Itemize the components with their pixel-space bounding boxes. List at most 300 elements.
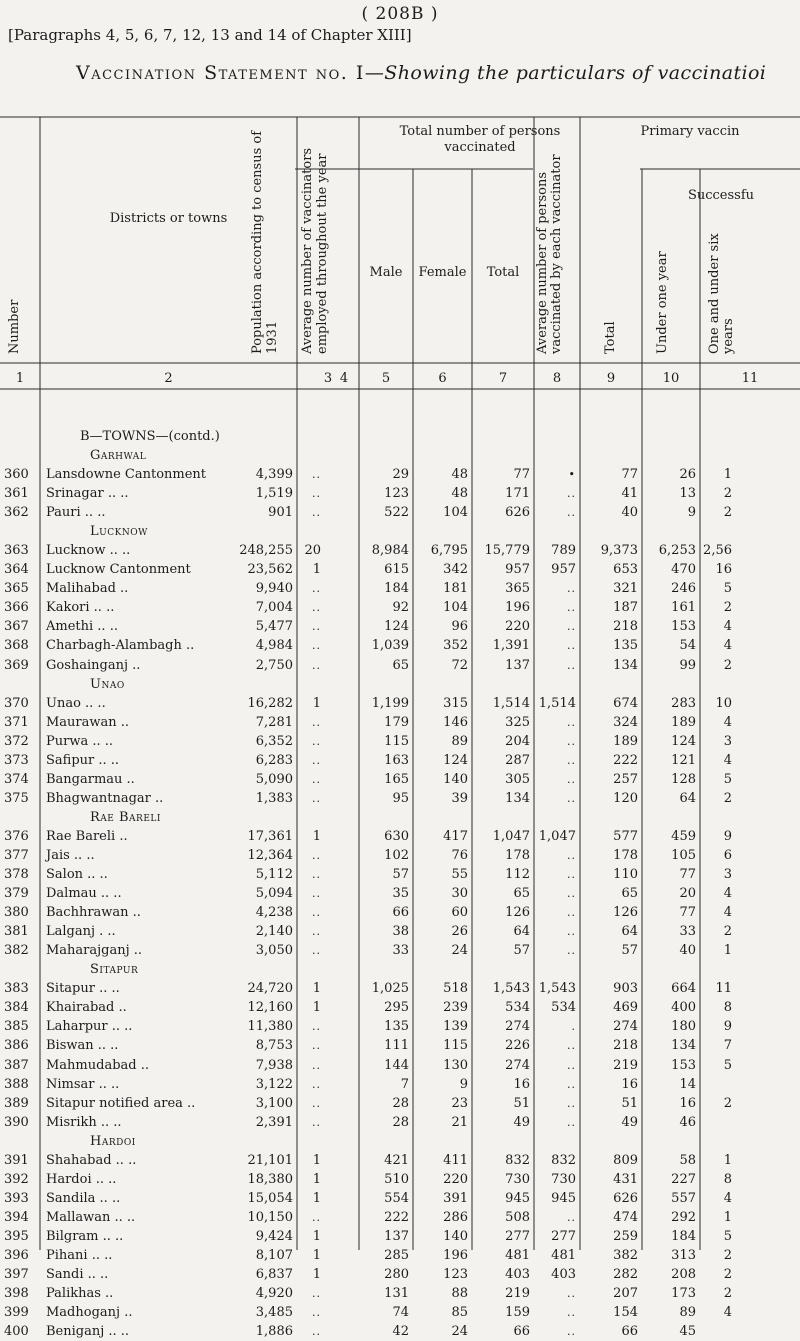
table-row (0, 465, 736, 484)
population-cell: 5,477 (255, 619, 293, 635)
row-number: 367 (4, 619, 29, 635)
avg-cell: 403 (551, 1267, 576, 1283)
under-one-cell: 184 (671, 1228, 696, 1244)
one-under-six-cell: 4 (723, 905, 732, 921)
empty-cell (0, 808, 40, 827)
header-one-under-six: One and under six years (707, 233, 736, 354)
district-name: Lucknow Cantonment (46, 562, 191, 578)
population-cell: 6,352 (255, 733, 293, 749)
table-row (0, 979, 736, 998)
empty-cell (325, 598, 359, 617)
total-cell: 57 (513, 943, 530, 959)
table-row (0, 865, 736, 884)
row-number: 398 (4, 1286, 29, 1302)
table-row (0, 1208, 736, 1227)
under-one-cell: 33 (679, 924, 696, 940)
empty-cell (325, 1189, 359, 1208)
total-cell: 403 (505, 1267, 530, 1283)
empty-cell (325, 1113, 359, 1132)
header-primary-total: Total (603, 321, 618, 354)
avg-cell: .. (567, 1077, 576, 1091)
primary-total-cell: 134 (613, 657, 638, 673)
male-cell: 295 (384, 1000, 409, 1016)
column-number: 9 (606, 371, 616, 386)
empty-cell (325, 827, 359, 846)
under-one-cell: 121 (671, 752, 696, 768)
row-number: 399 (4, 1305, 29, 1321)
vaccinators-cell: .. (312, 849, 321, 862)
under-one-cell: 180 (671, 1019, 696, 1035)
table-row (0, 1151, 736, 1170)
table-row (0, 846, 736, 865)
vaccinators-cell: 1 (312, 562, 321, 578)
subsection-label: Rae Bareli (90, 809, 161, 825)
under-one-cell: 124 (671, 733, 696, 749)
primary-total-cell: 77 (621, 467, 638, 483)
district-name: Amethi .. .. (46, 619, 118, 635)
under-one-cell: 77 (679, 905, 696, 921)
primary-total-cell: 474 (613, 1209, 638, 1225)
paragraph-reference: [Paragraphs 4, 5, 6, 7, 12, 13 and 14 of Chapter XIII] (8, 26, 412, 44)
female-cell: 146 (443, 714, 468, 730)
under-one-cell: 208 (671, 1267, 696, 1283)
primary-total-cell: 110 (613, 867, 638, 883)
total-cell: 112 (505, 867, 530, 883)
district-name: Unao .. .. (46, 695, 106, 711)
table-row (0, 1227, 736, 1246)
vaccinators-cell: 1 (312, 1247, 321, 1263)
primary-total-cell: 189 (613, 733, 638, 749)
avg-cell: .. (567, 791, 576, 805)
header-total: Total (486, 265, 520, 280)
vaccinators-cell: .. (312, 1058, 321, 1072)
primary-total-cell: 40 (621, 505, 638, 521)
male-cell: 280 (384, 1267, 409, 1283)
under-one-cell: 292 (671, 1209, 696, 1225)
header-avg-per-vaccinator: Average number of persons vaccinated by each vaccinator (535, 154, 564, 354)
subsection-heading (0, 1132, 736, 1151)
one-under-six-cell: 2 (723, 924, 732, 940)
district-name: Bilgram .. .. (46, 1228, 124, 1244)
primary-total-cell: 120 (613, 790, 638, 806)
population-cell: 21,101 (247, 1152, 293, 1168)
subsection-heading (0, 446, 736, 465)
total-cell: 1,391 (492, 638, 530, 654)
avg-cell: .. (567, 1096, 576, 1110)
vaccinators-cell: .. (312, 753, 321, 767)
under-one-cell: 54 (679, 638, 696, 654)
empty-cell (325, 1056, 359, 1075)
under-one-cell: 89 (679, 1305, 696, 1321)
empty-cell (325, 1227, 359, 1246)
table-spacer-row (0, 390, 736, 408)
population-cell: 2,140 (255, 924, 293, 940)
vaccinators-cell: .. (312, 925, 321, 939)
population-cell: 7,281 (255, 714, 293, 730)
female-cell: 88 (451, 1286, 468, 1302)
one-under-six-cell: 4 (723, 1305, 732, 1321)
total-cell: 204 (505, 733, 530, 749)
male-cell: 29 (392, 467, 409, 483)
empty-cell (325, 1303, 359, 1322)
female-cell: 196 (443, 1247, 468, 1263)
row-number: 380 (4, 905, 29, 921)
under-one-cell: 134 (671, 1038, 696, 1054)
avg-cell: 534 (551, 1000, 576, 1016)
row-number: 379 (4, 886, 29, 902)
one-under-six-cell: 9 (723, 828, 732, 844)
empty-cell (325, 884, 359, 903)
total-cell: 534 (505, 1000, 530, 1016)
population-cell: 11,380 (247, 1019, 293, 1035)
row-number: 393 (4, 1190, 29, 1206)
population-cell: 4,920 (255, 1286, 293, 1302)
vaccinators-cell: 1 (312, 1000, 321, 1016)
primary-total-cell: 178 (613, 848, 638, 863)
male-cell: 522 (384, 505, 409, 521)
row-number: 394 (4, 1209, 29, 1225)
male-cell: 92 (392, 600, 409, 616)
population-cell: 9,940 (255, 581, 293, 597)
one-under-six-cell: 1 (723, 943, 732, 959)
title-subtitle: Showing the particulars of vaccinatioi (384, 62, 767, 84)
female-cell: 30 (451, 886, 468, 902)
one-under-six-cell: 4 (723, 886, 732, 902)
row-number: 372 (4, 733, 29, 749)
under-one-cell: 20 (679, 886, 696, 902)
row-number: 376 (4, 828, 29, 844)
row-number: 383 (4, 981, 29, 997)
vaccinators-cell: .. (312, 887, 321, 901)
district-name: Lucknow .. .. (46, 543, 131, 559)
primary-total-cell: 187 (613, 600, 638, 616)
total-cell: 1,514 (492, 695, 530, 711)
empty-cell (0, 1132, 40, 1151)
total-cell: 66 (513, 1324, 530, 1340)
total-cell: 64 (513, 924, 530, 940)
male-cell: 1,039 (371, 638, 409, 654)
population-cell: 23,562 (247, 562, 293, 578)
vaccinators-cell: 20 (304, 543, 321, 559)
population-cell: 2,391 (255, 1114, 293, 1130)
page-reference: ( 208B ) (361, 4, 439, 24)
one-under-six-cell: 2 (723, 790, 732, 806)
vaccinators-cell: 1 (312, 1171, 321, 1187)
avg-cell: 789 (551, 543, 576, 559)
male-cell: 163 (384, 752, 409, 768)
male-cell: 1,199 (371, 695, 409, 711)
district-name: Jais .. .. (46, 848, 95, 863)
table-row (0, 656, 736, 675)
vaccinators-cell: .. (312, 1096, 321, 1110)
district-name: Lalganj . .. (46, 924, 116, 940)
female-cell: 220 (443, 1171, 468, 1187)
empty-cell (325, 579, 359, 598)
district-name: Bachhrawan .. (46, 905, 141, 921)
one-under-six-cell: 8 (723, 1171, 732, 1187)
primary-total-cell: 41 (621, 486, 638, 502)
vaccinators-cell: .. (312, 1210, 321, 1224)
avg-cell: .. (567, 734, 576, 748)
district-name: Bhagwantnagar .. (46, 790, 164, 806)
empty-cell (325, 1284, 359, 1303)
row-number: 374 (4, 771, 29, 787)
primary-total-cell: 218 (613, 619, 638, 635)
row-number: 361 (4, 486, 29, 502)
empty-cell (325, 922, 359, 941)
one-under-six-cell: 2 (723, 657, 732, 673)
under-one-cell: 16 (679, 1095, 696, 1111)
empty-cell (0, 446, 40, 465)
vaccinators-cell: .. (312, 791, 321, 805)
empty-cell (325, 789, 359, 808)
row-number: 369 (4, 657, 29, 673)
under-one-cell: 46 (679, 1114, 696, 1130)
table-row (0, 789, 736, 808)
vaccinators-cell: .. (312, 1306, 321, 1320)
avg-cell: .. (567, 487, 576, 501)
female-cell: 89 (451, 733, 468, 749)
empty-cell (325, 941, 359, 960)
district-name: Palikhas .. (46, 1286, 114, 1302)
male-cell: 615 (384, 562, 409, 578)
avg-cell: .. (567, 639, 576, 653)
one-under-six-cell: 3 (723, 867, 732, 883)
male-cell: 1,025 (371, 981, 409, 997)
one-under-six-cell: 4 (723, 1190, 732, 1206)
total-cell: 274 (505, 1019, 530, 1035)
avg-cell: .. (567, 1115, 576, 1129)
header-number: Number (7, 299, 22, 354)
table-row (0, 884, 736, 903)
under-one-cell: 470 (671, 562, 696, 578)
total-cell: 305 (505, 771, 530, 787)
one-under-six-cell: 2 (723, 1247, 732, 1263)
primary-total-cell: 626 (613, 1190, 638, 1206)
vaccinators-cell: .. (312, 906, 321, 920)
vaccinators-cell: .. (312, 1325, 321, 1339)
female-cell: 115 (443, 1038, 468, 1054)
header-successful: Successfu (687, 188, 755, 203)
female-cell: 85 (451, 1305, 468, 1321)
under-one-cell: 161 (671, 600, 696, 616)
under-one-cell: 77 (679, 867, 696, 883)
one-under-six-cell: 5 (723, 1057, 732, 1073)
one-under-six-cell: 16 (715, 562, 732, 578)
district-name: Nimsar .. .. (46, 1076, 120, 1092)
male-cell: 222 (384, 1209, 409, 1225)
table-row (0, 598, 736, 617)
district-name: Mahmudabad .. (46, 1057, 149, 1073)
total-cell: 15,779 (484, 543, 530, 559)
row-number: 396 (4, 1247, 29, 1263)
vaccinators-cell: .. (312, 1020, 321, 1034)
one-under-six-cell: 2 (723, 1267, 732, 1283)
empty-cell (325, 1151, 359, 1170)
district-name: Laharpur .. .. (46, 1019, 133, 1035)
avg-cell: • (568, 468, 576, 482)
female-cell: 518 (443, 981, 468, 997)
column-number: 3 (323, 371, 333, 386)
primary-total-cell: 57 (621, 943, 638, 959)
empty-cell (325, 560, 359, 579)
female-cell: 76 (451, 848, 468, 863)
total-cell: 274 (505, 1057, 530, 1073)
primary-total-cell: 126 (613, 905, 638, 921)
district-name: Charbagh-Alambagh .. (46, 638, 195, 654)
one-under-six-cell: 3 (723, 733, 732, 749)
row-number: 365 (4, 581, 29, 597)
primary-total-cell: 577 (613, 828, 638, 844)
avg-cell: 945 (551, 1190, 576, 1206)
table-row (0, 713, 736, 732)
one-under-six-cell: 11 (715, 981, 732, 997)
male-cell: 33 (392, 943, 409, 959)
table-row (0, 541, 736, 560)
avg-cell: .. (567, 620, 576, 634)
district-name: Biswan .. .. (46, 1038, 119, 1054)
female-cell: 24 (451, 943, 468, 959)
primary-total-cell: 207 (613, 1286, 638, 1302)
one-under-six-cell: 9 (723, 1019, 732, 1035)
female-cell: 417 (443, 828, 468, 844)
one-under-six-cell: 10 (715, 695, 732, 711)
primary-total-cell: 674 (613, 695, 638, 711)
row-number: 382 (4, 943, 29, 959)
avg-cell: 1,047 (538, 828, 576, 844)
female-cell: 130 (443, 1057, 468, 1073)
vaccinators-cell: .. (312, 772, 321, 786)
vaccinators-cell: 1 (312, 828, 321, 844)
empty-cell (325, 713, 359, 732)
row-number: 395 (4, 1228, 29, 1244)
female-cell: 411 (443, 1152, 468, 1168)
empty-cell (325, 1170, 359, 1189)
empty-cell (325, 770, 359, 789)
under-one-cell: 246 (671, 581, 696, 597)
under-one-cell: 313 (671, 1247, 696, 1263)
one-under-six-cell: 1 (723, 1209, 732, 1225)
population-cell: 3,485 (255, 1305, 293, 1321)
one-under-six-cell: 4 (723, 714, 732, 730)
row-number: 385 (4, 1019, 29, 1035)
total-cell: 178 (505, 848, 530, 863)
male-cell: 179 (384, 714, 409, 730)
male-cell: 65 (392, 657, 409, 673)
vaccinators-cell: .. (312, 1287, 321, 1301)
population-cell: 8,107 (255, 1247, 293, 1263)
vaccinators-cell: .. (312, 734, 321, 748)
primary-total-cell: 51 (621, 1095, 638, 1111)
primary-total-cell: 382 (613, 1247, 638, 1263)
population-cell: 1,519 (255, 486, 293, 502)
empty-cell (325, 1246, 359, 1265)
under-one-cell: 173 (671, 1286, 696, 1302)
row-number: 364 (4, 562, 29, 578)
row-number: 397 (4, 1267, 29, 1283)
one-under-six-cell (700, 1075, 736, 1094)
table-row (0, 636, 736, 655)
under-one-cell: 400 (671, 1000, 696, 1016)
header-vaccinators: Average number of vaccinators employed throughout the year (300, 147, 330, 354)
total-cell: 832 (505, 1152, 530, 1168)
population-cell: 12,364 (247, 848, 293, 863)
population-cell: 16,282 (247, 695, 293, 711)
population-cell: 1,383 (255, 790, 293, 806)
total-cell: 957 (505, 562, 530, 578)
male-cell: 184 (384, 581, 409, 597)
female-cell: 26 (451, 924, 468, 940)
total-cell: 219 (505, 1286, 530, 1302)
population-cell: 6,283 (255, 752, 293, 768)
row-number: 370 (4, 695, 29, 711)
female-cell: 123 (443, 1267, 468, 1283)
total-cell: 49 (513, 1114, 530, 1130)
male-cell: 137 (384, 1228, 409, 1244)
female-cell: 342 (443, 562, 468, 578)
male-cell: 35 (392, 886, 409, 902)
empty-cell (325, 998, 359, 1017)
avg-cell: 832 (551, 1152, 576, 1168)
primary-total-cell: 653 (613, 562, 638, 578)
district-name: Maurawan .. (46, 714, 130, 730)
male-cell: 28 (392, 1114, 409, 1130)
table-row (0, 1303, 736, 1322)
male-cell: 165 (384, 771, 409, 787)
table-row (0, 1094, 736, 1113)
empty-cell (325, 732, 359, 751)
female-cell: 140 (443, 771, 468, 787)
one-under-six-cell: 1 (723, 1152, 732, 1168)
avg-cell: .. (567, 1287, 576, 1301)
table-row (0, 1170, 736, 1189)
vaccinators-cell: .. (312, 582, 321, 596)
district-name: Mallawan .. .. (46, 1209, 136, 1225)
male-cell: 135 (384, 1019, 409, 1035)
district-name: Khairabad .. (46, 1000, 127, 1016)
row-number: 387 (4, 1057, 29, 1073)
primary-total-cell: 49 (621, 1114, 638, 1130)
avg-cell: 1,514 (538, 695, 576, 711)
total-cell: 626 (505, 505, 530, 521)
empty-cell (325, 541, 359, 560)
vaccinators-cell: 1 (312, 1190, 321, 1206)
female-cell: 24 (451, 1324, 468, 1340)
total-cell: 226 (505, 1038, 530, 1054)
total-cell: 196 (505, 600, 530, 616)
under-one-cell: 99 (679, 657, 696, 673)
female-cell: 60 (451, 905, 468, 921)
subsection-heading (0, 522, 736, 541)
table-row (0, 503, 736, 522)
female-cell: 23 (451, 1095, 468, 1111)
header-district: Districts or towns (109, 211, 228, 226)
column-number: 11 (741, 371, 759, 386)
row-number: 390 (4, 1114, 29, 1130)
avg-cell: 957 (551, 562, 576, 578)
column-number: 8 (552, 371, 562, 386)
under-one-cell: 40 (679, 943, 696, 959)
female-cell: 55 (451, 867, 468, 883)
district-name: Shahabad .. .. (46, 1152, 137, 1168)
table-row (0, 941, 736, 960)
under-one-cell: 64 (679, 790, 696, 806)
district-name: Sitapur .. .. (46, 981, 120, 997)
subsection-label: Lucknow (90, 524, 148, 540)
row-number: 392 (4, 1171, 29, 1187)
district-name: Purwa .. .. (46, 733, 114, 749)
population-cell: 24,720 (247, 981, 293, 997)
